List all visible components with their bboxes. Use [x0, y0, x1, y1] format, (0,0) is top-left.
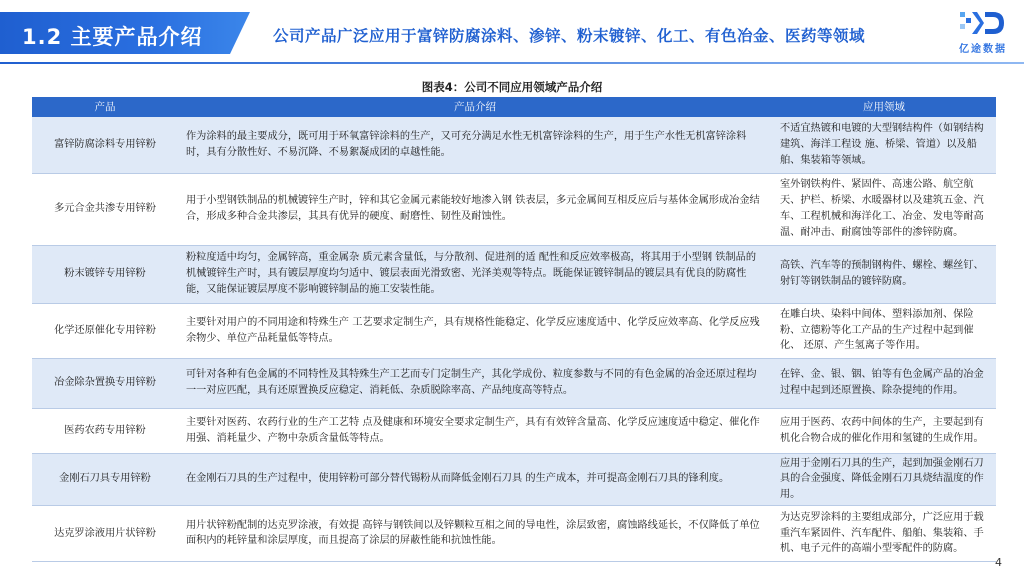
product-name: 达克罗涂液用片状锌粉	[32, 505, 178, 561]
product-name: 冶金除杂置换专用锌粉	[32, 358, 178, 408]
logo-text: 亿途数据	[959, 44, 1007, 55]
table-row	[32, 303, 996, 358]
table-row	[32, 358, 996, 408]
product-application: 高铁、汽车等的预制钢构件、螺栓、螺丝钉、射钉等钢铁制品的镀锌防腐。	[772, 245, 996, 303]
slide-header	[0, 0, 1024, 66]
product-name: 化学还原催化专用锌粉	[32, 303, 178, 358]
product-intro: 粉粒度适中均匀，金属锌高，重金属杂 质元素含量低，与分散剂、促进剂的适 配性和反应效率极高，将其用于小型钢 铁制品的机械镀锌生产时，具有镀层厚度均匀适中、镀层表面光滑致密、光泽美观等特点。既能保证镀锌制品的镀层具有优良的防腐性能，又能保证镀层厚度不影响镀锌制品的施工安装性能。	[178, 245, 772, 303]
product-application: 在雕白块、染料中间体、塑料添加剂、保险粉、立德粉等化工产品的生产过程中起到催化、 还原、产生氢离子等作用。	[772, 303, 996, 358]
table-row	[32, 505, 996, 561]
table-row	[32, 117, 996, 173]
product-application: 应用于医药、农药中间体的生产，主要起到有机化合物合成的催化作用和氢键的生成作用。	[772, 408, 996, 453]
table-row	[32, 245, 996, 303]
product-name: 金刚石刀具专用锌粉	[32, 453, 178, 505]
table-caption: 图表4：公司不同应用领域产品介绍	[421, 80, 603, 94]
page-title: 1.2 主要产品介绍	[22, 25, 203, 49]
logo-icon	[958, 8, 1008, 38]
product-application: 在锌、金、银、铟、铂等有色金属产品的冶金过程中起到还原置换、除杂提纯的作用。	[772, 358, 996, 408]
product-name: 富锌防腐涂料专用锌粉	[32, 117, 178, 173]
table-row	[32, 453, 996, 505]
page-subtitle: 公司产品广泛应用于富锌防腐涂料、渗锌、粉末镀锌、化工、有色冶金、医药等领域	[273, 27, 866, 45]
company-logo	[948, 8, 1018, 58]
product-name: 多元合金共渗专用锌粉	[32, 173, 178, 245]
product-table	[32, 97, 996, 562]
product-name: 粉末镀锌专用锌粉	[32, 245, 178, 303]
product-application: 不适宜热镀和电镀的大型钢结构件（如钢结构建筑、海洋工程设 施、桥梁、管道）以及船舶、集装箱等领域。	[772, 117, 996, 173]
product-intro: 主要针对医药、农药行业的生产工艺特 点及健康和环境安全要求定制生产，具有有效锌含量高、化学反应速度适中稳定、催化作用强、消耗量少、产物中杂质含量低等特点。	[178, 408, 772, 453]
column-header-application: 应用领域	[772, 97, 996, 117]
product-intro: 在金刚石刀具的生产过程中，使用锌粉可部分替代锡粉从而降低金刚石刀具 的生产成本，并可提高金刚石刀具的锋利度。	[178, 453, 772, 505]
header-divider	[0, 62, 1024, 64]
table-row	[32, 408, 996, 453]
product-intro: 主要针对用户的不同用途和特殊生产 工艺要求定制生产，具有规格性能稳定、化学反应速度适中、化学反应效率高、化学反应残余物少、单位产品耗量低等特点。	[178, 303, 772, 358]
table-row	[32, 173, 996, 245]
table-header-row	[32, 97, 996, 117]
product-intro: 可针对各种有色金属的不同特性及其特殊生产工艺而专门定制生产，其化学成份、粒度参数与不同的有色金属的冶金还原过程均一一对应匹配，具有还原置换反应稳定、消耗低、杂质脱除率高、产品纯度高等特点。	[178, 358, 772, 408]
product-intro: 用于小型钢铁制品的机械镀锌生产时，锌和其它金属元素能较好地渗入钢 铁表层，多元金属间互相反应后与基体金属形成冶金结合，形成多种合金共渗层，其具有优异的硬度、耐磨性、韧性及耐蚀性。	[178, 173, 772, 245]
page-number: 4	[995, 556, 1002, 569]
product-application: 室外钢铁构件、紧固件、高速公路、航空航天、护栏、桥梁、水暖器材以及建筑五金、汽车、工程机械和海洋化工、冶金、发电等耐高温、耐冲击、耐腐蚀等部件的渗锌防腐。	[772, 173, 996, 245]
product-application: 应用于金刚石刀具的生产，起到加强金刚石刀具的合金强度、降低金刚石刀具烧结温度的作用。	[772, 453, 996, 505]
product-intro: 用片状锌粉配制的达克罗涂液，有效提 高锌与钢铁间以及锌颗粒互相之间的导电性，涂层致密，腐蚀路线延长，不仅降低了单位面积内的耗锌量和涂层厚度，而且提高了涂层的屏蔽性能和抗蚀性能。	[178, 505, 772, 561]
product-name: 医药农药专用锌粉	[32, 408, 178, 453]
product-intro: 作为涂料的最主要成分，既可用于环氧富锌涂料的生产，又可充分满足水性无机富锌涂料的生产，用于生产水性无机富锌涂料时，具有分散性好、不易沉降、不易絮凝成团的卓越性能。	[178, 117, 772, 173]
product-application: 为达克罗涂料的主要组成部分，广泛应用于载重汽车紧固件、汽车配件、船舶、集装箱、手机、电子元件的高端小型零配件的防腐。	[772, 505, 996, 561]
column-header-product: 产品	[32, 97, 178, 117]
column-header-intro: 产品介绍	[178, 97, 772, 117]
